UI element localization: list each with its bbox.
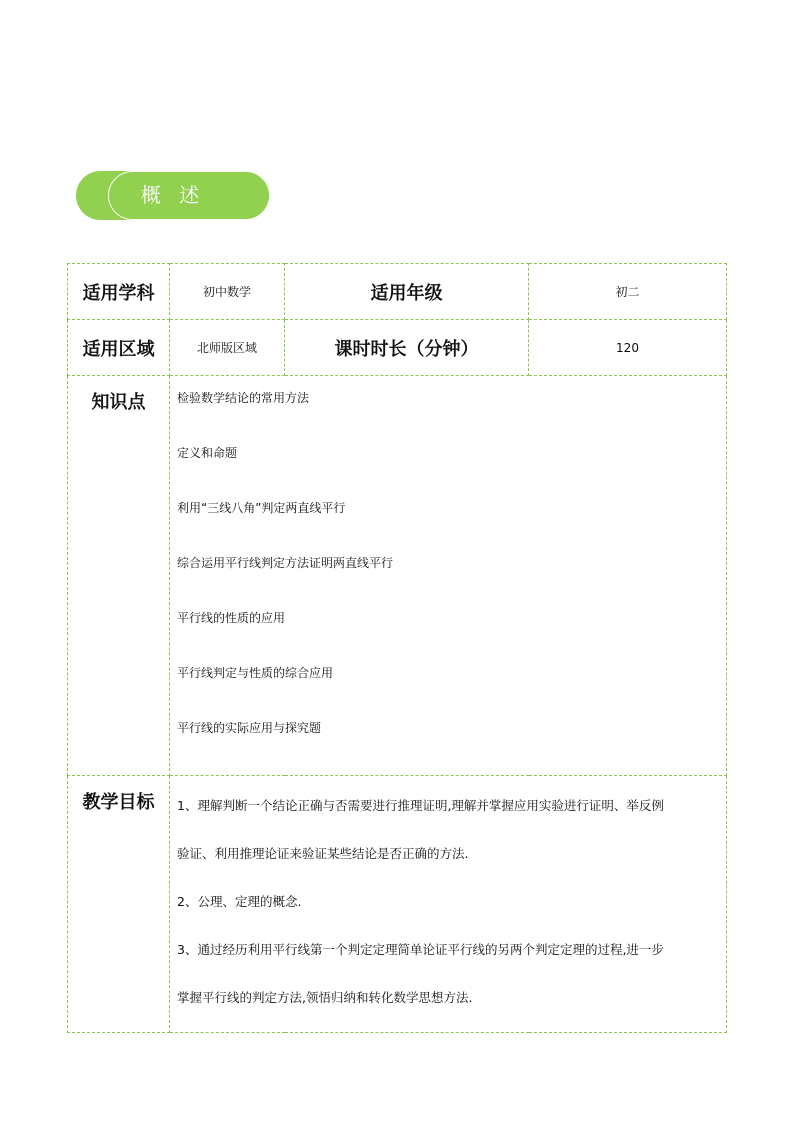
knowledge-label: 知识点 bbox=[68, 376, 170, 776]
list-item: 平行线判定与性质的综合应用 bbox=[177, 666, 334, 680]
list-item: 2、公理、定理的概念. bbox=[177, 894, 302, 909]
grade-label: 适用年级 bbox=[285, 264, 529, 320]
list-item: 验证、利用推理论证来验证某些结论是否正确的方法. bbox=[177, 846, 469, 861]
region-value: 北师版区域 bbox=[170, 320, 285, 376]
region-label: 适用区域 bbox=[68, 320, 170, 376]
table-row bbox=[68, 320, 727, 376]
list-item: 利用“三线八角”判定两直线平行 bbox=[177, 501, 346, 515]
goals-label: 教学目标 bbox=[68, 776, 170, 1033]
list-item: 1、理解判断一个结论正确与否需要进行推理证明,理解并掌握应用实验进行证明、举反例 bbox=[177, 798, 664, 813]
list-item: 掌握平行线的判定方法,领悟归纳和转化数学思想方法. bbox=[177, 990, 473, 1005]
overview-table bbox=[67, 263, 727, 1033]
duration-label: 课时时长（分钟） bbox=[285, 320, 529, 376]
knowledge-points-cell bbox=[170, 376, 727, 776]
list-item: 3、通过经历利用平行线第一个判定定理简单论证平行线的另两个判定定理的过程,进一步 bbox=[177, 942, 664, 957]
list-item: 平行线的性质的应用 bbox=[177, 611, 286, 625]
list-item: 平行线的实际应用与探究题 bbox=[177, 721, 322, 735]
list-item: 检验数学结论的常用方法 bbox=[177, 391, 310, 405]
table-row bbox=[68, 264, 727, 320]
duration-value: 120 bbox=[529, 320, 727, 376]
table-row bbox=[68, 776, 727, 1033]
grade-value: 初二 bbox=[529, 264, 727, 320]
goals-cell bbox=[170, 776, 727, 1033]
subject-label: 适用学科 bbox=[68, 264, 170, 320]
list-item: 定义和命题 bbox=[177, 446, 238, 460]
section-title: 概 述 bbox=[140, 183, 206, 207]
subject-value: 初中数学 bbox=[170, 264, 285, 320]
list-item: 综合运用平行线判定方法证明两直线平行 bbox=[177, 556, 394, 570]
table-row bbox=[68, 376, 727, 776]
